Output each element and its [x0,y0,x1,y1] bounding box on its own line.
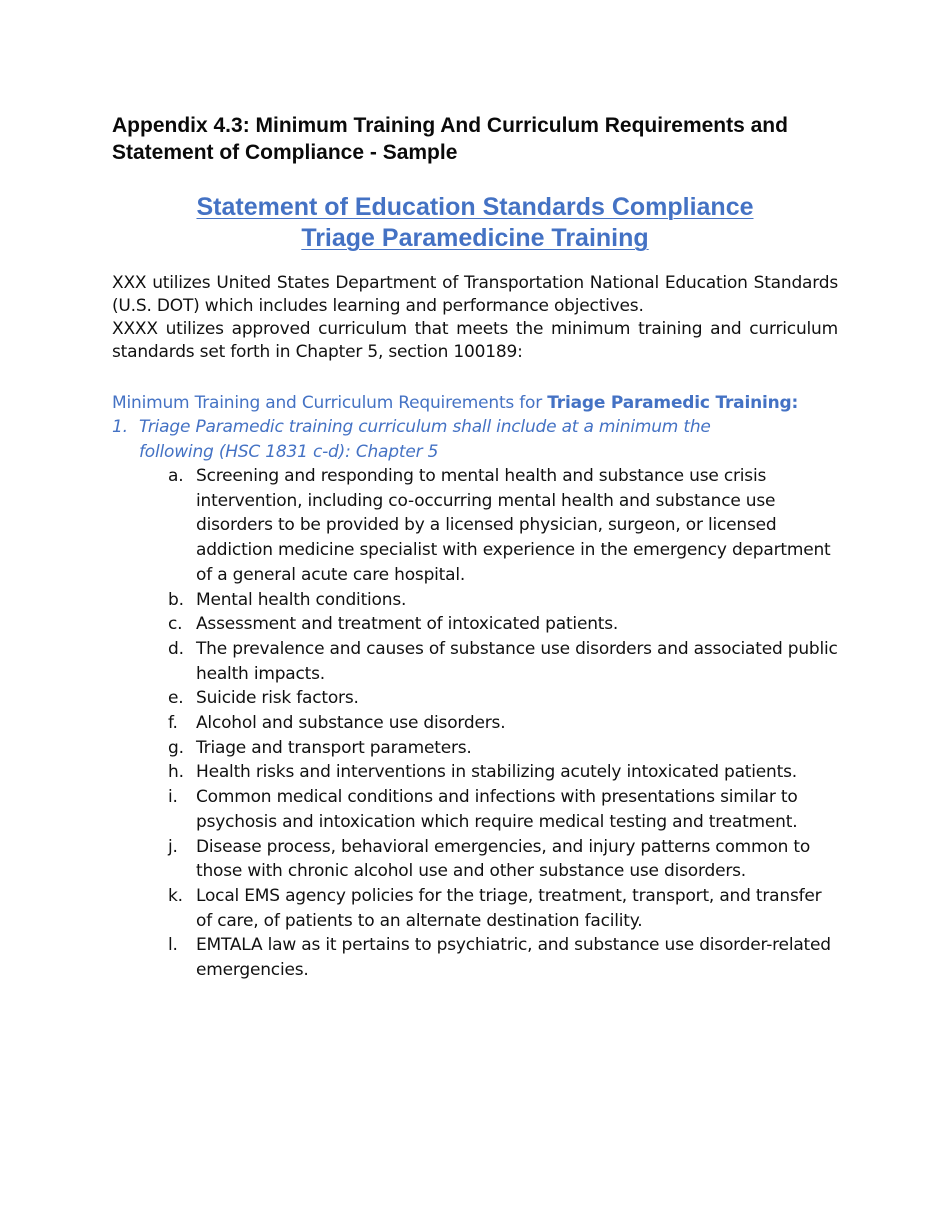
list-item-text: Alcohol and substance use disorders. [196,713,506,734]
numbered-item-text: Triage Paramedic training curriculum shall include at a minimum the following (HSC 1831 c-d): Chapter 5 [139,417,711,462]
list-item-letter: l. [168,935,178,956]
appendix-title [112,112,838,166]
document-page [112,112,838,983]
list-item-text: Health risks and interventions in stabilizing acutely intoxicated patients. [196,762,797,783]
intro-paragraph-1: XXX utilizes United States Department of Transportation National Education Standards (U.S. DOT) which includes learning and performance objectives. [112,273,838,316]
list-item-text: Suicide risk factors. [196,688,359,709]
list-item-text: Assessment and treatment of intoxicated patients. [196,614,619,635]
list-item-letter: i. [168,787,178,808]
numbered-item [112,415,838,464]
list-item-text: The prevalence and causes of substance use disorders and associated public health impacts. [196,638,838,684]
list-item [168,736,838,761]
intro-section [112,272,838,364]
list-item [168,884,838,933]
list-item-letter: j. [168,836,178,857]
list-item-letter: a. [168,466,184,486]
list-item-text: Mental health conditions. [196,589,407,610]
list-item-letter: g. [168,737,184,758]
appendix-title-line-2: Statement of Compliance - Sample [112,141,458,164]
sub-item-list [168,464,838,983]
requirements-heading-bold: Triage Paramedic Training: [547,393,799,413]
list-item [168,686,838,711]
list-item [168,588,838,613]
list-item [168,785,838,834]
list-item-letter: h. [168,762,184,783]
list-item [168,933,838,982]
list-item-text: Triage and transport parameters. [196,737,472,758]
list-item-letter: b. [168,589,184,610]
list-item-letter: f. [168,713,178,734]
list-item [168,760,838,785]
statement-title-line-2: Triage Paramedicine Training [301,224,649,252]
numbered-item-number: 1. [112,417,128,437]
statement-title [112,192,838,254]
appendix-title-line-1: Appendix 4.3: Minimum Training And Curriculum Requirements and [112,114,788,137]
list-item [168,637,838,686]
list-item [168,464,838,588]
requirements-heading [112,391,838,415]
list-item-letter: e. [168,688,184,709]
list-item [168,835,838,884]
list-item [168,612,838,637]
list-item-letter: c. [168,614,183,635]
list-item-text: Screening and responding to mental health and substance use crisis intervention, including co-occurring mental health and substance use disorders to be provided by a licensed physician, surgeon, or licensed addiction medicine specialist with experience in the emergency department of a general acute care hospital. [196,466,831,585]
list-item-text: EMTALA law as it pertains to psychiatric, and substance use disorder-related emergencies. [196,935,831,981]
list-item-text: Common medical conditions and infections with presentations similar to psychosis and intoxication which require medical testing and treatment. [196,787,798,832]
statement-title-line-1: Statement of Education Standards Compliance [196,193,754,221]
list-item [168,711,838,736]
intro-paragraph-2: XXXX utilizes approved curriculum that meets the minimum training and curriculum standards set forth in Chapter 5, section 100189: [112,319,838,362]
requirements-heading-prefix: Minimum Training and Curriculum Requirements for [112,393,548,413]
list-item-letter: d. [168,638,184,659]
list-item-letter: k. [168,885,183,906]
list-item-text: Local EMS agency policies for the triage, treatment, transport, and transfer of care, of patients to an alternate destination facility. [196,885,822,931]
list-item-text: Disease process, behavioral emergencies, and injury patterns common to those with chronic alcohol use and other substance use disorders. [196,836,811,882]
